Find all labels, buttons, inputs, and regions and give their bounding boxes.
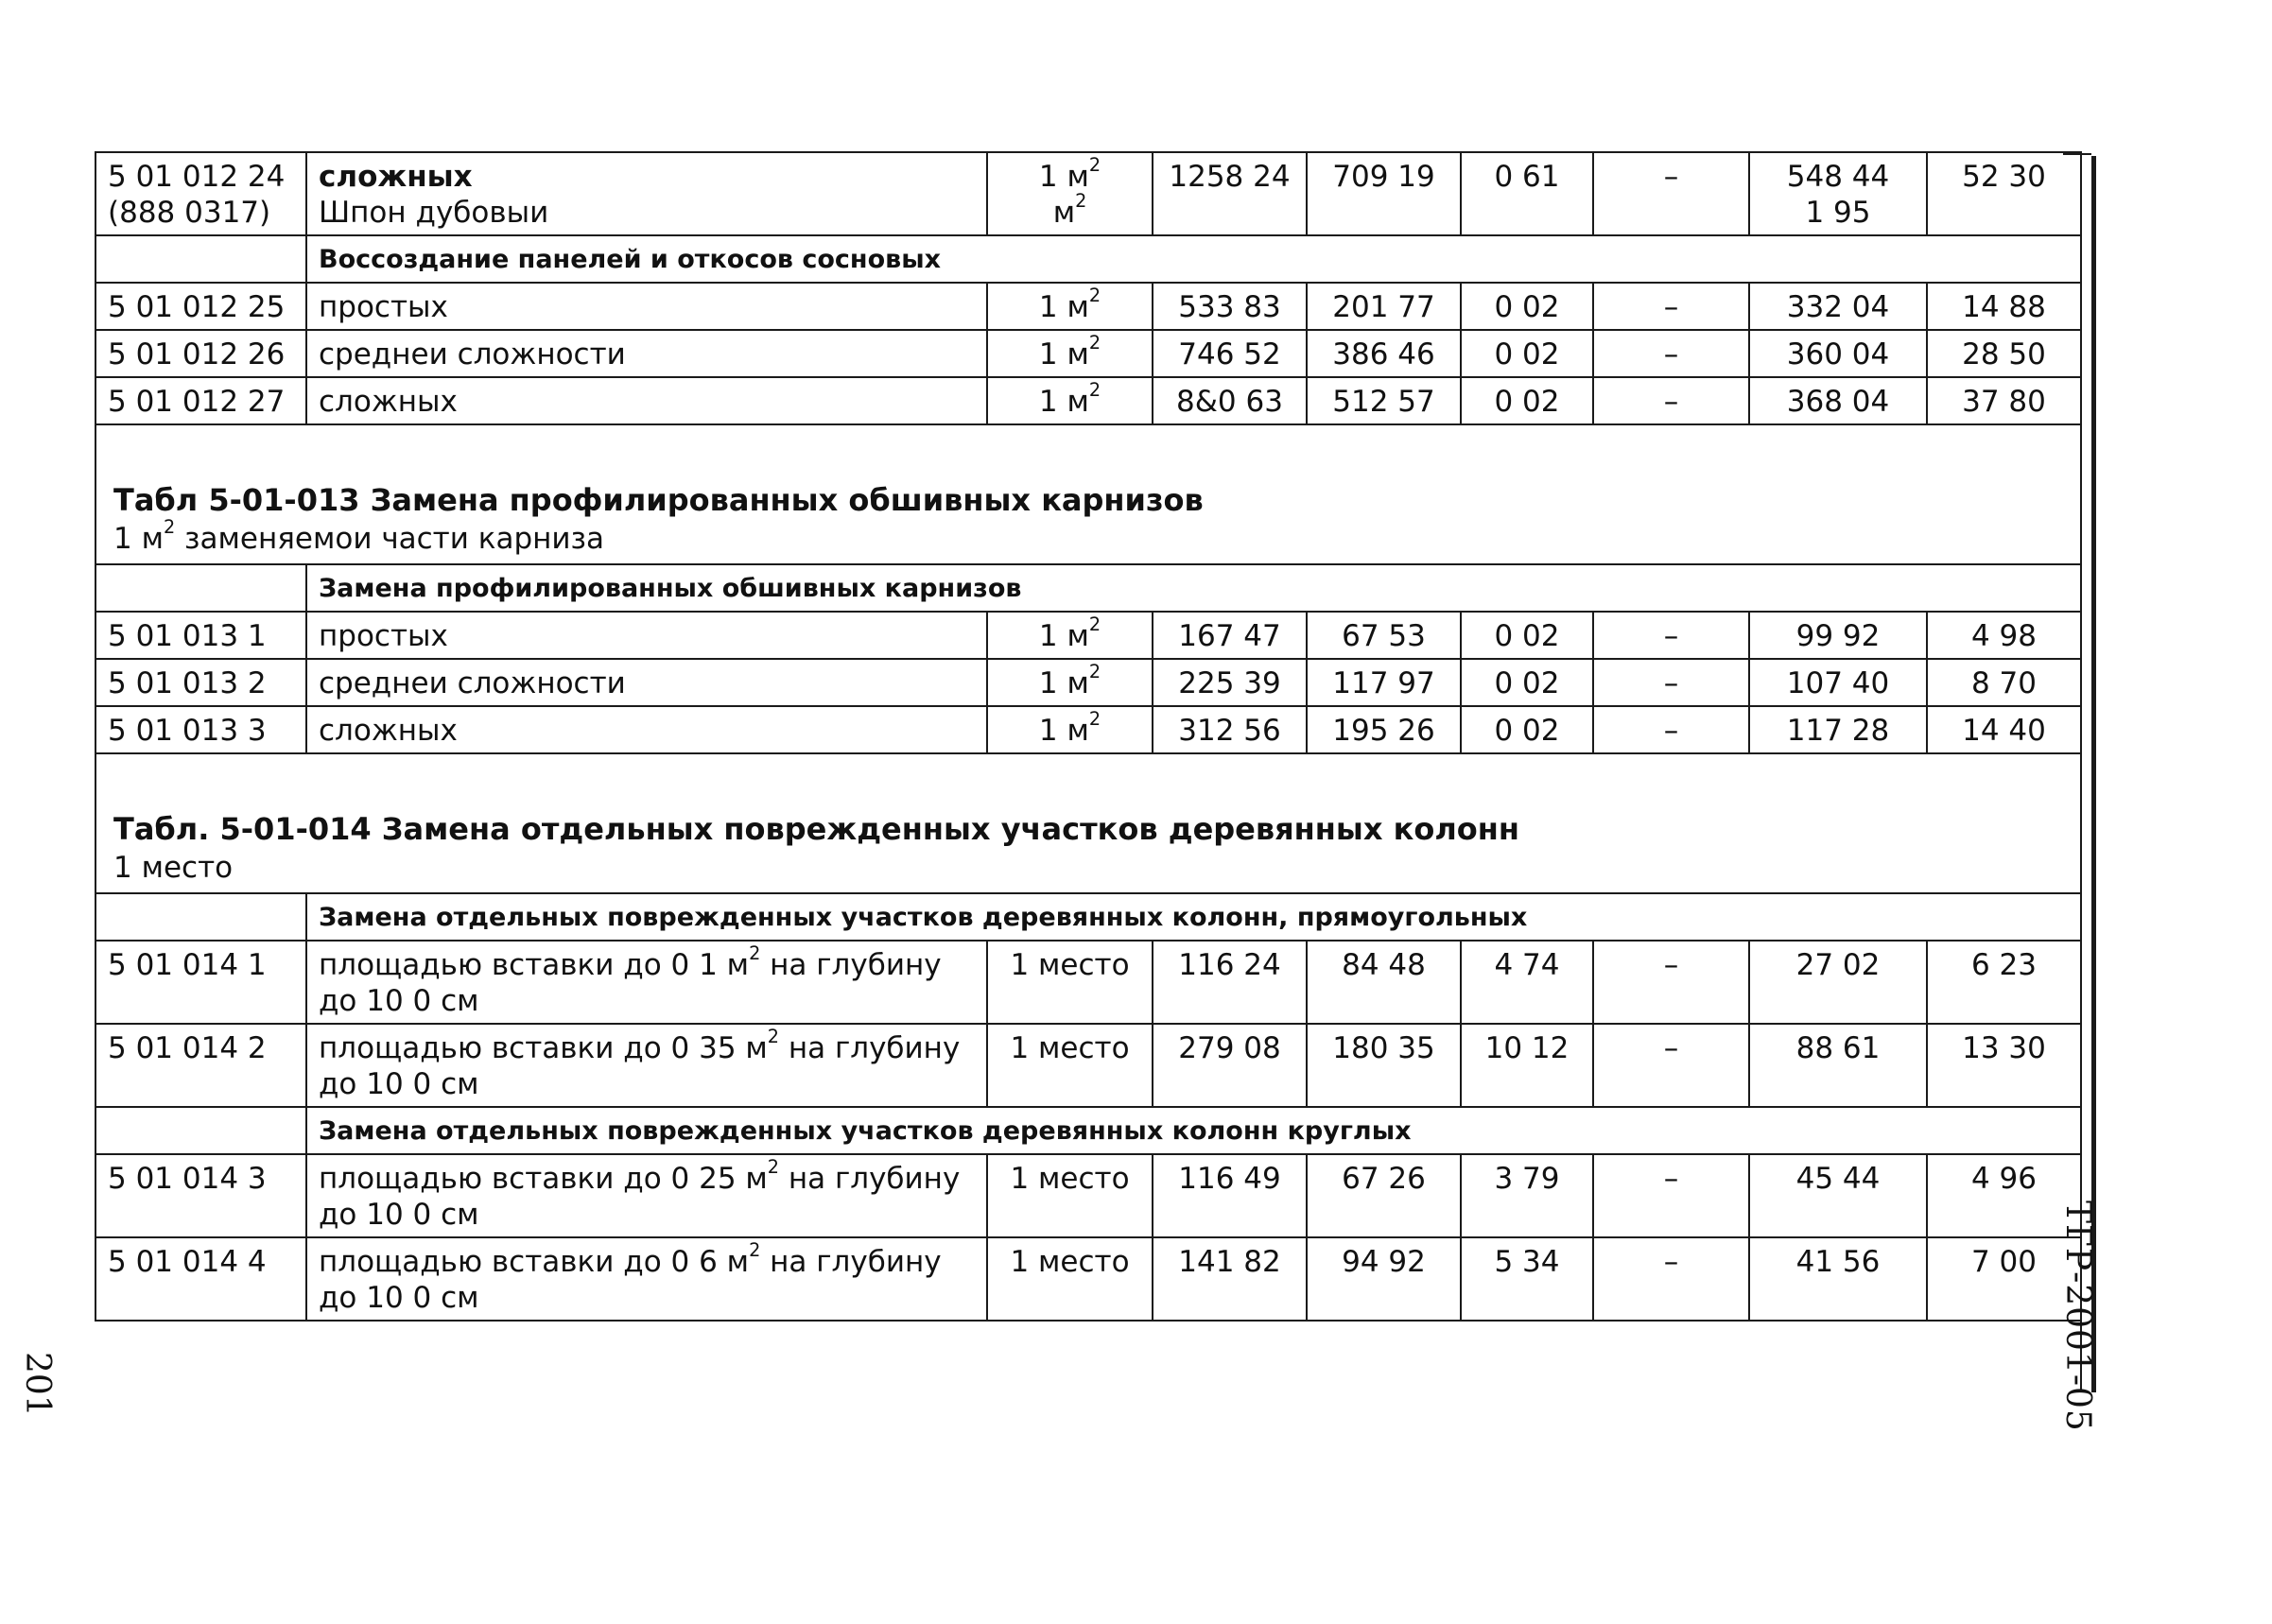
cell-total: 279 08 [1153, 1024, 1307, 1107]
cell-machines: 5 34 [1461, 1237, 1593, 1321]
row-description: сложных [306, 706, 987, 753]
cell-materials: 368 04 [1749, 377, 1927, 424]
table-row [95, 152, 2081, 235]
cell-machines: 0 02 [1461, 706, 1593, 753]
row-unit: 1 $м^2$ [987, 659, 1153, 706]
cell-labor: 8 70 [1927, 659, 2081, 706]
table-row [95, 1024, 2081, 1107]
cell-wages: 201 77 [1307, 283, 1461, 330]
row-code: 5 01 012 25 [95, 283, 306, 330]
cell-labor: 37 80 [1927, 377, 2081, 424]
cell-dash: – [1593, 152, 1749, 235]
row-description: сложных [306, 377, 987, 424]
cell-dash: – [1593, 1024, 1749, 1107]
price-table [95, 151, 2082, 1322]
cell-dash: – [1593, 706, 1749, 753]
row-description: площадью вставки до 0 25 $м^2$ на глубину до 10 0 см [306, 1154, 987, 1237]
table-title-block [95, 424, 2081, 564]
cell-total: 1258 24 [1153, 152, 1307, 235]
row-description: площадью вставки до 0 35 $м^2$ на глубину до 10 0 см [306, 1024, 987, 1107]
row-code: 5 01 014 3 [95, 1154, 306, 1237]
cell-dash: – [1593, 941, 1749, 1024]
cell-wages: 94 92 [1307, 1237, 1461, 1321]
table-row [95, 283, 2081, 330]
cell-materials: 107 40 [1749, 659, 1927, 706]
cell-machines: 0 61 [1461, 152, 1593, 235]
cell-materials: 88 61 [1749, 1024, 1927, 1107]
cell-total: 225 39 [1153, 659, 1307, 706]
cell-wages: 709 19 [1307, 152, 1461, 235]
cell-materials: 548 44 1 95 [1749, 152, 1927, 235]
cell-materials: 41 56 [1749, 1237, 1927, 1321]
cell-machines: 3 79 [1461, 1154, 1593, 1237]
cell-materials: 117 28 [1749, 706, 1927, 753]
cell-labor: 4 96 [1927, 1154, 2081, 1237]
cell-dash: – [1593, 659, 1749, 706]
group-heading: Замена отдельных поврежденных участков деревянных колонн, прямоугольных [306, 893, 2081, 941]
cell-wages: 67 26 [1307, 1154, 1461, 1237]
cell-machines: 0 02 [1461, 659, 1593, 706]
cell-wages: 180 35 [1307, 1024, 1461, 1107]
row-unit: 1 $м^2$ [987, 377, 1153, 424]
cell-labor: 14 40 [1927, 706, 2081, 753]
cell-dash: – [1593, 283, 1749, 330]
document-code-label: ТГР-2001-05 [2058, 1201, 2097, 1432]
row-description: площадью вставки до 0 1 $м^2$ на глубину до 10 0 см [306, 941, 987, 1024]
row-code: 5 01 012 24 (888 0317) [95, 152, 306, 235]
cell-materials: 332 04 [1749, 283, 1927, 330]
cell-dash: – [1593, 377, 1749, 424]
cell-machines: 10 12 [1461, 1024, 1593, 1107]
table-title-row [95, 753, 2081, 893]
row-code: 5 01 013 2 [95, 659, 306, 706]
cell-dash: – [1593, 1237, 1749, 1321]
cell-labor: 28 50 [1927, 330, 2081, 377]
cell-wages: 117 97 [1307, 659, 1461, 706]
table-row [95, 1154, 2081, 1237]
row-unit: 1 место [987, 941, 1153, 1024]
row-unit: 1 место [987, 1024, 1153, 1107]
group-heading-row [95, 564, 2081, 612]
cell-wages: 67 53 [1307, 612, 1461, 659]
table-title: Табл. 5-01-014 Замена отдельных поврежденных участков деревянных колонн [113, 811, 1519, 847]
row-unit: 1 $м^2$ [987, 283, 1153, 330]
table-row [95, 612, 2081, 659]
cell-total: 116 24 [1153, 941, 1307, 1024]
cell-dash: – [1593, 612, 1749, 659]
cell-total: 312 56 [1153, 706, 1307, 753]
cell-labor: 52 30 [1927, 152, 2081, 235]
cell-dash: – [1593, 1154, 1749, 1237]
cell-wages: 195 26 [1307, 706, 1461, 753]
table-subtitle: 1 $м^2$ заменяемои части карниза [113, 515, 605, 556]
cell-total: 746 52 [1153, 330, 1307, 377]
cell-machines: 0 02 [1461, 283, 1593, 330]
row-description: площадью вставки до 0 6 $м^2$ на глубину до 10 0 см [306, 1237, 987, 1321]
cell-labor: 13 30 [1927, 1024, 2081, 1107]
row-unit: 1 $м^2$ [987, 330, 1153, 377]
cell-wages: 84 48 [1307, 941, 1461, 1024]
row-code: 5 01 014 4 [95, 1237, 306, 1321]
cell-total: 533 83 [1153, 283, 1307, 330]
cell-wages: 386 46 [1307, 330, 1461, 377]
group-heading: Замена профилированных обшивных карнизов [306, 564, 2081, 612]
cell-materials: 45 44 [1749, 1154, 1927, 1237]
cell-machines: 4 74 [1461, 941, 1593, 1024]
row-description: простых [306, 283, 987, 330]
page-number: 201 [18, 1352, 57, 1417]
group-heading-row [95, 893, 2081, 941]
row-code: 5 01 013 3 [95, 706, 306, 753]
cell-machines: 0 02 [1461, 612, 1593, 659]
cell-materials: 360 04 [1749, 330, 1927, 377]
row-description: простых [306, 612, 987, 659]
table-row [95, 330, 2081, 377]
row-code: 5 01 014 1 [95, 941, 306, 1024]
row-unit: 1 $м^2$ [987, 706, 1153, 753]
row-description: среднеи сложности [306, 330, 987, 377]
cell-labor: 7 00 [1927, 1237, 2081, 1321]
row-unit: 1 $м^2$ [987, 612, 1153, 659]
cell-machines: 0 02 [1461, 377, 1593, 424]
table-row [95, 377, 2081, 424]
group-heading: Замена отдельных поврежденных участков деревянных колонн круглых [306, 1107, 2081, 1154]
cell-total: 167 47 [1153, 612, 1307, 659]
table-row [95, 1237, 2081, 1321]
row-code: 5 01 014 2 [95, 1024, 306, 1107]
row-code: 5 01 013 1 [95, 612, 306, 659]
cell-total: 8&0 63 [1153, 377, 1307, 424]
row-description: среднеи сложности [306, 659, 987, 706]
table-row [95, 659, 2081, 706]
group-heading: Воссоздание панелей и откосов сосновых [306, 235, 2081, 283]
table-title-block [95, 753, 2081, 893]
cell-materials: 27 02 [1749, 941, 1927, 1024]
cell-labor: 14 88 [1927, 283, 2081, 330]
table-title-row [95, 424, 2081, 564]
row-code: 5 01 012 26 [95, 330, 306, 377]
group-heading-row [95, 1107, 2081, 1154]
table-row [95, 706, 2081, 753]
cell-dash: – [1593, 330, 1749, 377]
cell-total: 116 49 [1153, 1154, 1307, 1237]
group-heading-row [95, 235, 2081, 283]
table-subtitle: 1 место [113, 851, 234, 885]
row-unit: 1 место [987, 1237, 1153, 1321]
table-row [95, 941, 2081, 1024]
table-title: Табл 5-01-013 Замена профилированных обшивных карнизов [113, 482, 1204, 518]
cell-labor: 4 98 [1927, 612, 2081, 659]
cell-wages: 512 57 [1307, 377, 1461, 424]
row-unit: 1 место [987, 1154, 1153, 1237]
cell-labor: 6 23 [1927, 941, 2081, 1024]
row-description: сложных Шпон дубовыи [306, 152, 987, 235]
row-unit: 1 $м^2$ $м^2$ [987, 152, 1153, 235]
cell-materials: 99 92 [1749, 612, 1927, 659]
cell-total: 141 82 [1153, 1237, 1307, 1321]
row-code: 5 01 012 27 [95, 377, 306, 424]
cell-machines: 0 02 [1461, 330, 1593, 377]
